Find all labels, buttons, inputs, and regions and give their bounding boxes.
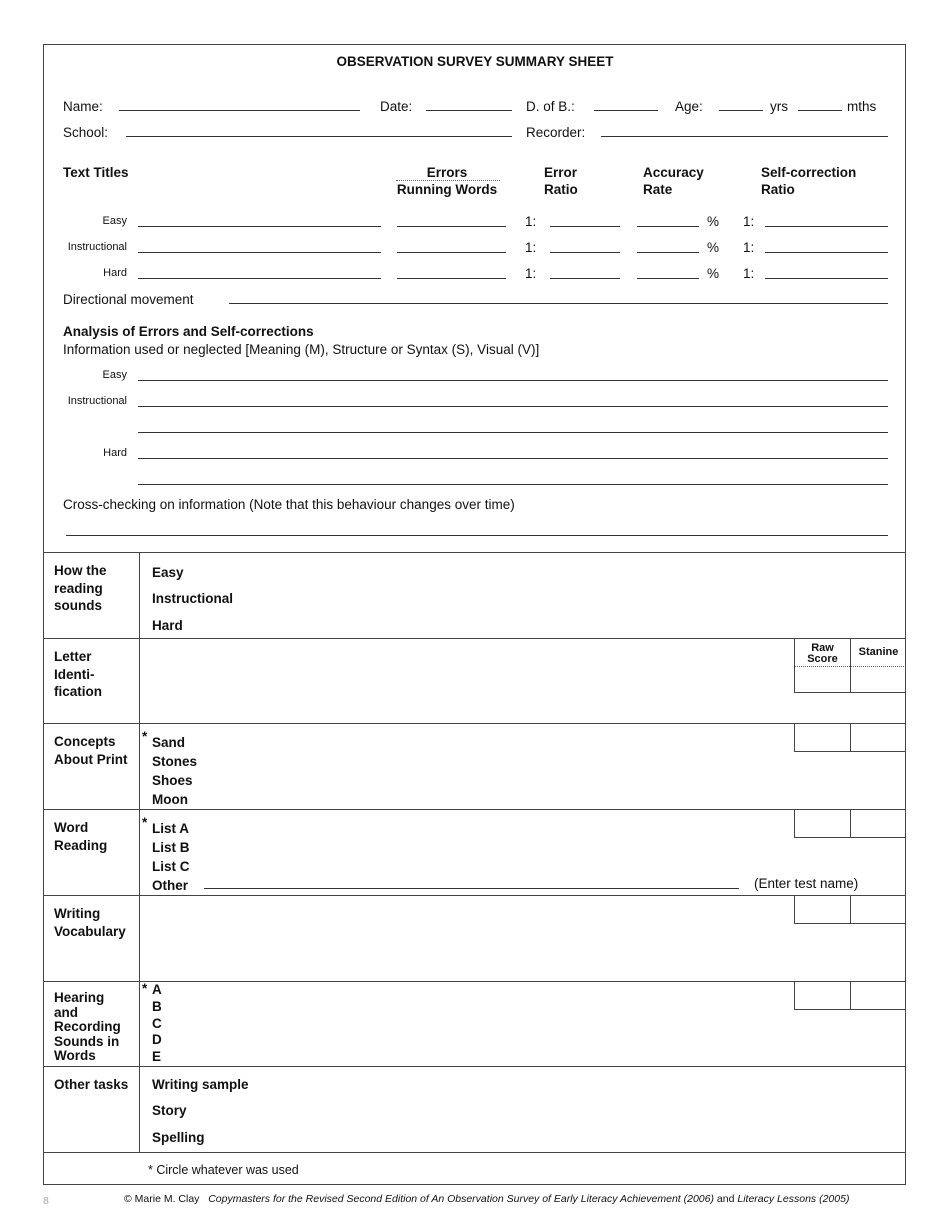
word-reading-asterisk: * [142, 815, 148, 830]
errors-heading: Errors [426, 165, 468, 180]
hard-sc-field[interactable] [765, 278, 888, 279]
analysis-hard-field[interactable] [138, 458, 888, 459]
analysis-instructional-field-2[interactable] [138, 432, 888, 433]
running-words-heading: Running Words [396, 182, 498, 197]
grid-rule-1 [43, 638, 906, 639]
how-reading-instructional: Instructional [152, 591, 234, 606]
school-field[interactable] [126, 136, 512, 137]
analysis-easy-field[interactable] [138, 380, 888, 381]
level-instructional-label: Instructional [67, 241, 127, 253]
directional-field[interactable] [229, 303, 888, 304]
other-test-name-field[interactable] [204, 888, 739, 889]
easy-sc-prefix: 1: [743, 214, 755, 229]
concepts-stanine-box[interactable] [850, 723, 906, 752]
grid-rule-2 [43, 723, 906, 724]
concepts-items: Sand Stones Shoes Moon [152, 735, 198, 807]
age-months-field[interactable] [798, 110, 842, 111]
word-reading-label: Word Reading [54, 820, 108, 853]
hrsiw-label: Hearing and Recording Sounds in Words [54, 990, 121, 1063]
easy-sc-field[interactable] [765, 226, 888, 227]
yrs-label: yrs [770, 99, 788, 114]
footer-and: and [716, 1193, 735, 1205]
word-reading-stanine-box[interactable] [850, 809, 906, 838]
easy-errors-field[interactable] [397, 226, 506, 227]
form-frame [43, 44, 906, 1185]
analysis-easy-label: Easy [102, 369, 127, 381]
hard-percent: % [707, 266, 720, 281]
dob-label: D. of B.: [526, 99, 575, 114]
easy-accuracy-field[interactable] [637, 226, 699, 227]
other-story: Story [152, 1103, 187, 1118]
date-field[interactable] [426, 110, 512, 111]
instructional-percent: % [707, 240, 720, 255]
enter-test-name-note: (Enter test name) [754, 876, 859, 891]
page-number: 8 [43, 1195, 49, 1207]
sc-ratio-heading: Ratio [761, 182, 795, 197]
instructional-sc-prefix: 1: [743, 240, 755, 255]
concepts-label: Concepts About Print [54, 734, 128, 767]
concepts-asterisk: * [142, 729, 148, 744]
how-reading-label: How the reading sounds [54, 563, 107, 613]
hard-accuracy-field[interactable] [637, 278, 699, 279]
accuracy-rate-heading: Rate [643, 182, 673, 197]
instructional-accuracy-field[interactable] [637, 252, 699, 253]
accuracy-heading: Accuracy [643, 165, 704, 180]
grid-rule-4 [43, 895, 906, 896]
hrsiw-items: A B C D E [152, 982, 162, 1065]
hard-errors-field[interactable] [397, 278, 506, 279]
mths-label: mths [847, 99, 877, 114]
circle-note: * Circle whatever was used [148, 1163, 299, 1177]
level-hard-label: Hard [103, 267, 127, 279]
hrsiw-raw-score-box[interactable] [794, 981, 851, 1010]
dob-field[interactable] [594, 110, 658, 111]
stanine-heading: Stanine [858, 646, 899, 658]
other-writing-sample: Writing sample [152, 1077, 249, 1092]
crosscheck-label: Cross-checking on information (Note that this behaviour changes over time) [63, 497, 515, 512]
concepts-raw-score-box[interactable] [794, 723, 851, 752]
footer-title-2: Literacy Lessons (2005) [737, 1193, 850, 1205]
analysis-instructional-label: Instructional [67, 395, 127, 407]
recorder-label: Recorder: [526, 125, 586, 140]
grid-rule-7 [43, 1152, 906, 1153]
hard-title-field[interactable] [138, 278, 381, 279]
letter-id-score-bottom[interactable] [794, 692, 906, 693]
letter-id-label: Letter Identi- fication [54, 649, 103, 699]
score-header-divider [795, 666, 906, 667]
name-field[interactable] [119, 110, 360, 111]
level-easy-label: Easy [102, 215, 127, 227]
word-reading-raw-score-box[interactable] [794, 809, 851, 838]
word-reading-items: List A List B List C Other [152, 821, 190, 893]
footer-copyright: © Marie M. Clay [124, 1193, 200, 1205]
grid-rule-3 [43, 809, 906, 810]
how-reading-easy: Easy [152, 565, 184, 580]
errors-divider [396, 180, 500, 181]
analysis-hard-field-2[interactable] [138, 484, 888, 485]
writing-vocab-raw-score-box[interactable] [794, 895, 851, 924]
analysis-subheading: Information used or neglected [Meaning (M), Structure or Syntax (S), Visual (V)] [63, 342, 540, 357]
error-ratio-heading: Ratio [544, 182, 578, 197]
date-label: Date: [380, 99, 413, 114]
grid-rule-6 [43, 1066, 906, 1067]
writing-vocab-stanine-box[interactable] [850, 895, 906, 924]
instructional-errors-field[interactable] [397, 252, 506, 253]
instructional-error-ratio-field[interactable] [550, 252, 620, 253]
hard-ratio-prefix: 1: [525, 266, 537, 281]
grid-rule-5 [43, 981, 906, 982]
analysis-instructional-field[interactable] [138, 406, 888, 407]
form-title: OBSERVATION SURVEY SUMMARY SHEET [336, 54, 614, 69]
grid-label-divider [139, 552, 140, 1152]
how-reading-hard: Hard [152, 618, 183, 633]
hard-error-ratio-field[interactable] [550, 278, 620, 279]
crosscheck-field[interactable] [66, 535, 888, 536]
footer-title-1: Copymasters for the Revised Second Edition of An Observation Survey of Early Literacy Achievement (2006) [208, 1193, 714, 1205]
analysis-hard-label: Hard [103, 447, 127, 459]
recorder-field[interactable] [601, 136, 888, 137]
writing-vocab-label: Writing Vocabulary [54, 906, 126, 939]
easy-ratio-prefix: 1: [525, 214, 537, 229]
easy-percent: % [707, 214, 720, 229]
error-heading: Error [544, 165, 578, 180]
other-spelling: Spelling [152, 1130, 205, 1145]
footer-citation [124, 1193, 849, 1205]
grid-top-rule [43, 552, 906, 553]
other-tasks-label: Other tasks [54, 1077, 129, 1092]
age-years-field[interactable] [719, 110, 763, 111]
hrsiw-stanine-box[interactable] [850, 981, 906, 1010]
school-label: School: [63, 125, 109, 140]
text-titles-heading: Text Titles [63, 165, 129, 180]
instructional-ratio-prefix: 1: [525, 240, 537, 255]
directional-label: Directional movement [63, 292, 194, 307]
name-label: Name: [63, 99, 103, 114]
analysis-heading: Analysis of Errors and Self-corrections [63, 324, 314, 339]
instructional-title-field[interactable] [138, 252, 381, 253]
self-correction-heading: Self-correction [761, 165, 857, 180]
instructional-sc-field[interactable] [765, 252, 888, 253]
raw-score-heading: Raw Score [807, 642, 838, 665]
hrsiw-asterisk: * [142, 981, 148, 996]
easy-title-field[interactable] [138, 226, 381, 227]
easy-error-ratio-field[interactable] [550, 226, 620, 227]
age-label: Age: [675, 99, 703, 114]
hard-sc-prefix: 1: [743, 266, 755, 281]
